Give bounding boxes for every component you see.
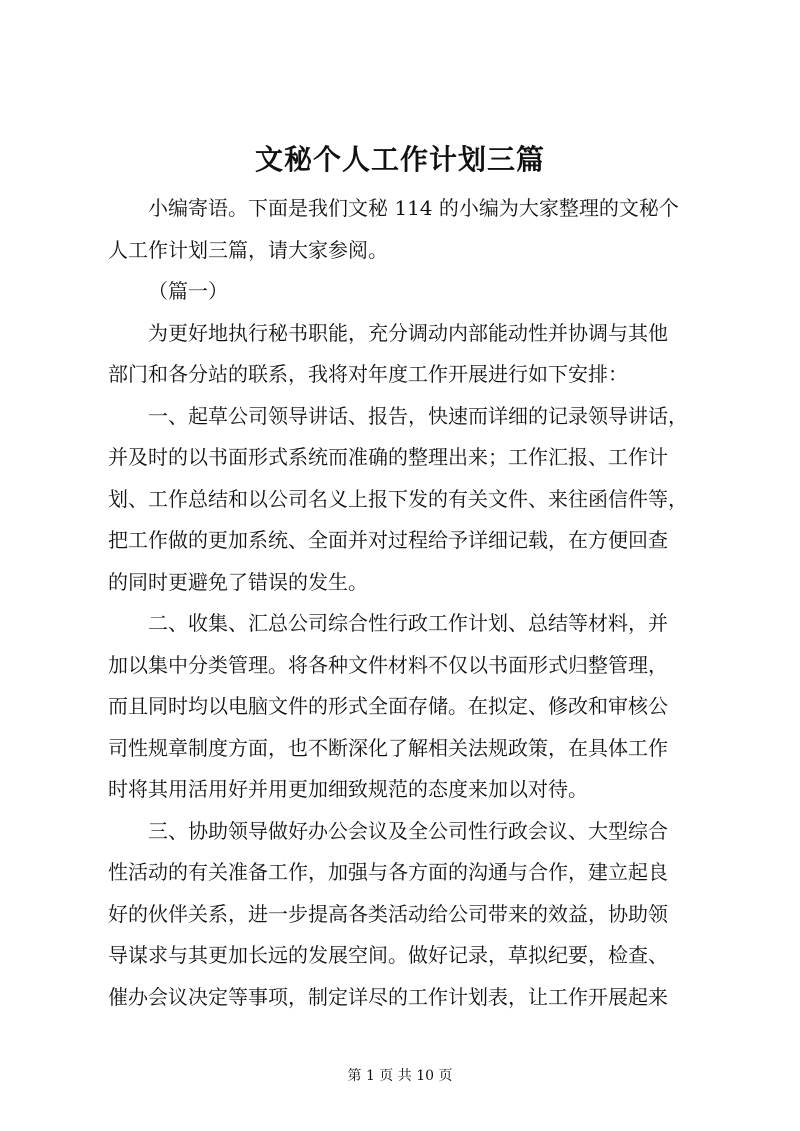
paragraph-line: 好的伙伴关系，进一步提高各类活动给公司带来的效益，协助领: [108, 901, 668, 926]
paragraph-line: 催办会议决定等事项，制定详尽的工作计划表，让工作开展起来: [108, 984, 668, 1009]
paragraph-line: 性活动的有关准备工作，加强与各方面的沟通与合作，建立起良: [108, 860, 668, 884]
paragraph: [108, 188, 708, 271]
paragraph-line: 划、工作总结和以公司名义上报下发的有关文件、来往函信件等，: [108, 486, 688, 511]
paragraph-line: 而且同时均以电脑文件的形式全面存储。在拟定、修改和审核公: [108, 694, 668, 718]
document-body: [108, 188, 708, 1018]
paragraph-line: 时将其用活用好并用更加细致规范的态度来加以对待。: [108, 777, 588, 801]
paragraph-line: （篇一）: [148, 279, 228, 303]
paragraph: [108, 811, 708, 1019]
paragraph-line: 一、起草公司领导讲话、报告，快速而详细的记录领导讲话，: [148, 403, 688, 428]
page-footer: 第 1 页 共 10 页: [347, 1068, 453, 1084]
paragraph-line: 司性规章制度方面，也不断深化了解相关法规政策，在具体工作: [108, 735, 668, 760]
paragraph-line: 三、协助领导做好办公会议及全公司性行政会议、大型综合: [148, 818, 668, 843]
paragraph: [108, 603, 708, 811]
document-title: 文秘个人工作计划三篇: [254, 143, 545, 176]
paragraph-line: 把工作做的更加系统、全面并对过程给予详细记载，在方便回查: [108, 528, 668, 552]
paragraph-line: 为更好地执行秘书职能，充分调动内部能动性并协调与其他: [148, 320, 668, 345]
paragraph-line: 加以集中分类管理。将各种文件材料不仅以书面形式归整管理，: [108, 652, 668, 677]
paragraph-line: 小编寄语。下面是我们文秘 114 的小编为大家整理的文秘个: [148, 196, 679, 220]
paragraph-line: 部门和各分站的联系，我将对年度工作开展进行如下安排：: [108, 362, 628, 386]
paragraph-line: 的同时更避免了错误的发生。: [108, 569, 368, 594]
paragraph-line: 并及时的以书面形式系统而准确的整理出来；工作汇报、工作计: [108, 445, 668, 469]
paragraph-line: 导谋求与其更加长远的发展空间。做好记录，草拟纪要，检查、: [108, 943, 668, 967]
paragraph: [108, 271, 708, 313]
paragraph-line: 二、收集、汇总公司综合性行政工作计划、总结等材料，并: [148, 611, 668, 635]
paragraph: [108, 396, 708, 604]
paragraph-line: 人工作计划三篇，请大家参阅。: [108, 237, 388, 262]
paragraph: [108, 313, 708, 396]
